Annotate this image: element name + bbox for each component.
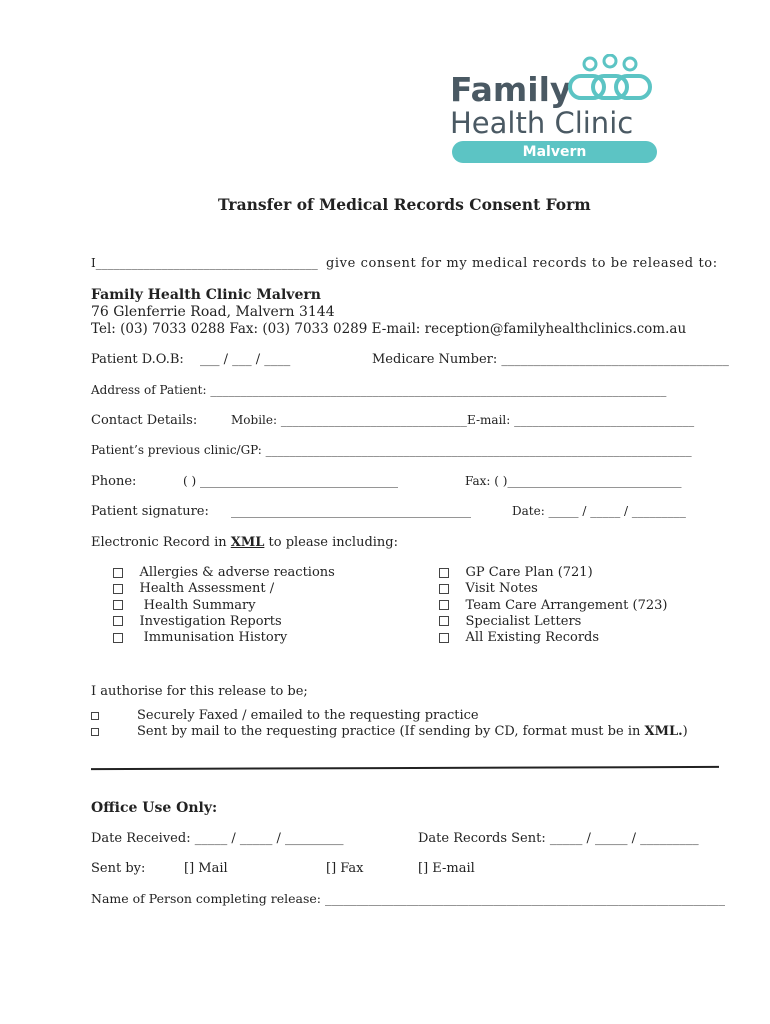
section-divider xyxy=(91,766,719,770)
fax-field[interactable]: Fax: ( )_____________________________ xyxy=(465,474,682,488)
logo-malvern-badge xyxy=(452,141,657,163)
record-option-label: Health Assessment / xyxy=(139,581,275,597)
previous-clinic-field[interactable]: Patient’s previous clinic/GP: _______________________________________________________________________ xyxy=(91,443,692,457)
checkbox[interactable] xyxy=(439,568,449,578)
record-option[interactable] xyxy=(439,614,668,630)
records-list-left xyxy=(113,565,335,646)
mobile-field[interactable]: Mobile: _______________________________ xyxy=(231,413,467,427)
record-option[interactable] xyxy=(439,581,668,597)
logo-badge-text: Malvern xyxy=(522,144,587,160)
records-list-right xyxy=(439,565,668,646)
sent-by-label: Sent by: xyxy=(91,861,146,876)
sent-by-fax[interactable]: [] Fax xyxy=(326,861,364,876)
phone-label: Phone: xyxy=(91,474,137,489)
authorise-option-fax-label: Securely Faxed / emailed to the requesting practice xyxy=(137,708,479,723)
authorise-option-mail-suffix: ) xyxy=(682,724,688,739)
checkbox[interactable] xyxy=(91,712,99,720)
authorise-option-mail-prefix: Sent by mail to the requesting practice (If sending by CD, format must be in xyxy=(137,724,645,739)
date-received-field[interactable]: Date Received: _____ / _____ / _________ xyxy=(91,831,344,846)
authorise-option-mail-label xyxy=(137,724,688,739)
people-icon xyxy=(565,54,661,106)
date-sent-field[interactable]: Date Records Sent: _____ / _____ / _________ xyxy=(418,831,699,846)
record-option-label: Immunisation History xyxy=(143,630,288,646)
record-option-label: Investigation Reports xyxy=(139,613,282,629)
authorise-intro: I authorise for this release to be; xyxy=(91,684,308,699)
record-option-label: Visit Notes xyxy=(465,581,538,597)
page-title: Transfer of Medical Records Consent Form xyxy=(218,195,591,214)
completing-person-field[interactable]: Name of Person completing release: ________________________________________________________________ xyxy=(91,891,725,906)
dob-field[interactable]: ___ / ___ / ____ xyxy=(200,352,291,367)
clinic-address: 76 Glenferrie Road, Malvern 3144 xyxy=(91,304,335,320)
record-option[interactable] xyxy=(113,614,335,630)
authorise-option-fax[interactable] xyxy=(91,708,479,723)
checkbox[interactable] xyxy=(113,616,123,626)
logo-health-clinic-text: Health Clinic xyxy=(450,106,634,140)
record-option[interactable] xyxy=(113,565,335,581)
signature-field[interactable]: ________________________________________ xyxy=(231,504,471,518)
checkbox[interactable] xyxy=(439,616,449,626)
contact-label: Contact Details: xyxy=(91,413,198,428)
record-option[interactable] xyxy=(113,581,335,597)
record-option-label: Specialist Letters xyxy=(465,613,582,629)
records-intro-xml: XML xyxy=(230,535,265,550)
record-option[interactable] xyxy=(439,598,668,614)
record-option-label: All Existing Records xyxy=(465,630,600,646)
medicare-field[interactable]: Medicare Number: ___________________________________ xyxy=(372,352,729,367)
record-option[interactable] xyxy=(439,630,668,646)
record-option[interactable] xyxy=(113,630,335,646)
address-field[interactable]: Address of Patient: ____________________________________________________________________________ xyxy=(91,383,667,397)
sent-by-mail[interactable]: [] Mail xyxy=(184,861,228,876)
dob-label: Patient D.O.B: xyxy=(91,352,184,367)
record-option-label: Team Care Arrangement (723) xyxy=(465,597,668,613)
checkbox[interactable] xyxy=(113,568,123,578)
checkbox[interactable] xyxy=(113,584,123,594)
date-field[interactable]: Date: _____ / _____ / _________ xyxy=(512,504,686,518)
record-option-label: Allergies & adverse reactions xyxy=(139,565,335,580)
consent-name-field[interactable]: I_____________________________________ xyxy=(91,256,318,270)
records-intro-suffix: to please including: xyxy=(264,535,399,550)
consent-text: give consent for my medical records to be released to: xyxy=(326,256,718,271)
record-option-label: Health Summary xyxy=(143,597,256,613)
checkbox[interactable] xyxy=(113,633,123,643)
record-option[interactable] xyxy=(113,598,335,614)
clinic-contact: Tel: (03) 7033 0288 Fax: (03) 7033 0289 E-mail: reception@familyhealthclinics.com.au xyxy=(91,321,687,337)
checkbox[interactable] xyxy=(439,633,449,643)
logo-family-text: Family xyxy=(450,70,572,109)
office-use-heading: Office Use Only: xyxy=(91,800,218,816)
checkbox[interactable] xyxy=(439,584,449,594)
checkbox[interactable] xyxy=(91,728,99,736)
phone-field[interactable]: ( ) _________________________________ xyxy=(183,474,398,488)
clinic-name: Family Health Clinic Malvern xyxy=(91,287,321,303)
email-field[interactable]: E-mail: ______________________________ xyxy=(467,413,695,427)
records-intro xyxy=(91,535,398,550)
authorise-option-mail[interactable] xyxy=(91,724,688,739)
sent-by-email[interactable]: [] E-mail xyxy=(418,861,475,876)
authorise-option-mail-xml: XML. xyxy=(644,724,683,739)
record-option[interactable] xyxy=(439,565,668,581)
checkbox[interactable] xyxy=(113,600,123,610)
records-intro-prefix: Electronic Record in xyxy=(91,535,231,550)
signature-label: Patient signature: xyxy=(91,504,209,519)
checkbox[interactable] xyxy=(439,600,449,610)
record-option-label: GP Care Plan (721) xyxy=(465,565,593,580)
